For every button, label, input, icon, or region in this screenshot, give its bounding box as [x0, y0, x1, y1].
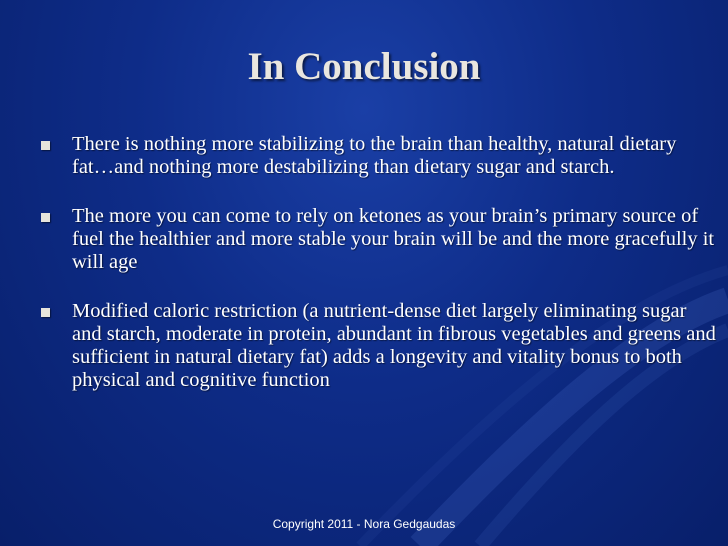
- bullet-item: [0, 133, 728, 179]
- bullet-text: Modified caloric restriction (a nutrient-dense diet largely eliminating sugar and starch, moderate in protein, abundant in fibrous vegetables and greens and sufficient in natural dietary fat) adds a longevity and vitality bonus to both physical and cognitive function: [72, 300, 716, 391]
- footer-copyright: Copyright 2011 - Nora Gedgaudas: [272, 517, 456, 531]
- bullet-item: [0, 205, 728, 274]
- slide-title: In Conclusion: [247, 45, 481, 88]
- square-bullet-icon: [41, 308, 50, 317]
- bullet-item: [0, 300, 728, 392]
- bullet-text: There is nothing more stabilizing to the brain than healthy, natural dietary fat…and nothing more destabilizing than dietary sugar and starch.: [72, 133, 677, 178]
- square-bullet-icon: [41, 141, 50, 150]
- bullet-text: The more you can come to rely on ketones as your brain’s primary source of fuel the healthier and more stable your brain will be and the more gracefully it will age: [72, 205, 715, 273]
- square-bullet-icon: [41, 213, 50, 222]
- bullet-list: [0, 133, 728, 392]
